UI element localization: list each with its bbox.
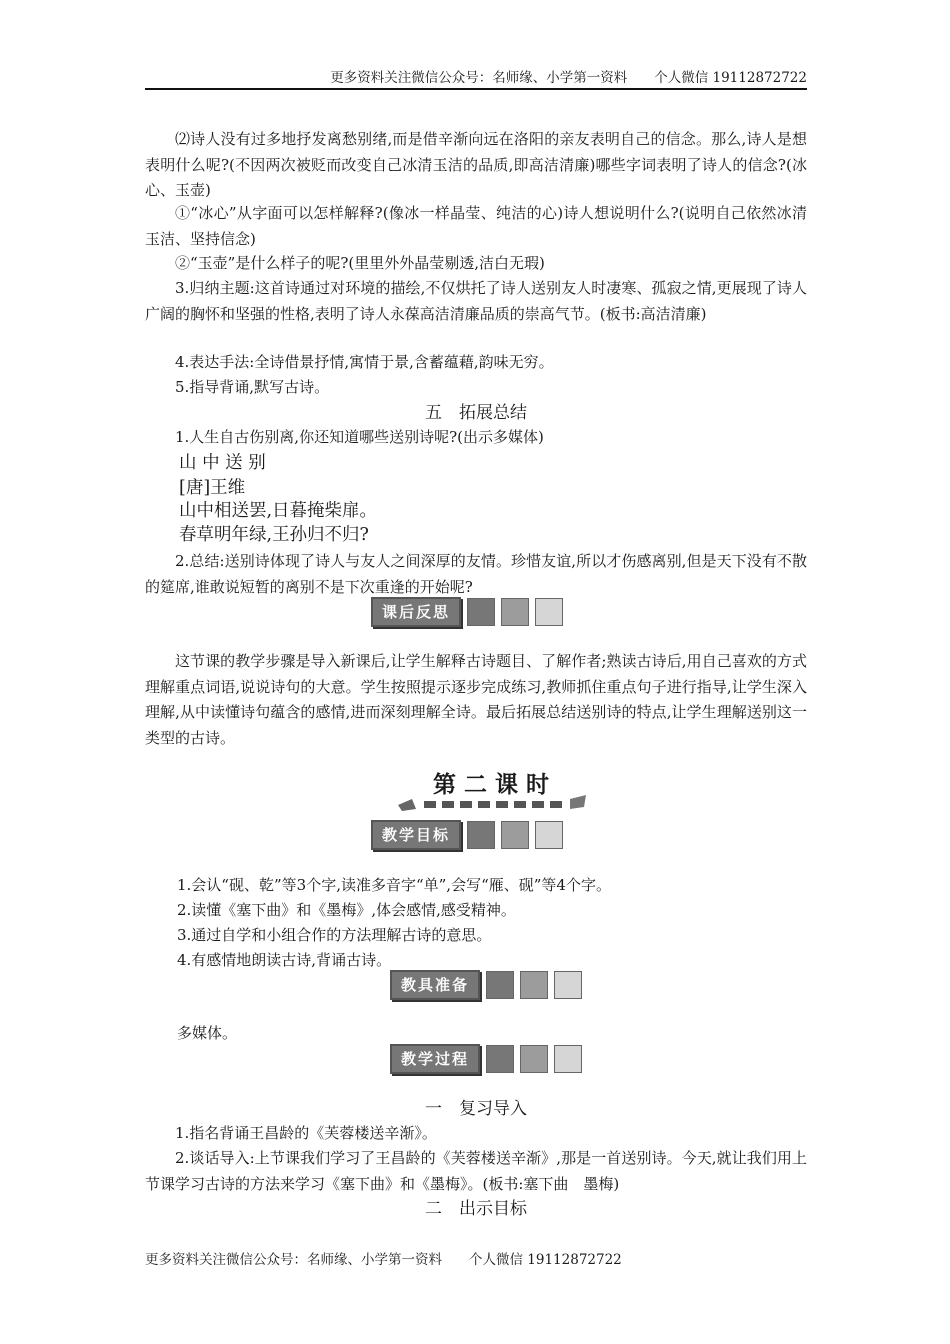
poem-line-1: 山中相送罢,日暮掩柴扉。 <box>179 501 378 521</box>
paragraph-reflection: 这节课的教学步骤是导入新课后,让学生解释古诗题目、了解作者;熟读古诗后,用自己喜欢的方式理解重点词语,说说诗句的大意。学生按照提示逐步完成练习,教师抓住重点句子进行指导,让学生深入理解,从中读懂诗句蕴含的感情,进而深刻理解全诗。最后拓展总结送别诗的特点,让学生理解送别这一类型的古诗。 <box>145 652 807 747</box>
banner-process-label: 教学过程 <box>390 1044 480 1074</box>
banner-square <box>554 971 582 999</box>
banner-process <box>390 1044 582 1074</box>
banner-square <box>486 1045 514 1073</box>
banner-square <box>501 598 529 626</box>
header-rule <box>145 88 807 90</box>
banner-square <box>501 821 529 849</box>
banner-square <box>535 821 563 849</box>
banner-square <box>554 1045 582 1073</box>
paragraph-theme: 3.归纳主题:这首诗通过对环境的描绘,不仅烘托了诗人送别友人时凄寒、孤寂之情,更展现了诗人广阔的胸怀和坚强的性格,表明了诗人永葆高洁清廉品质的崇高气节。(板书:高洁清廉) <box>145 279 807 323</box>
paragraph-yuhu: ②“玉壶”是什么样子的呢?(里里外外晶莹剔透,洁白无瑕) <box>175 254 545 272</box>
page-footer: 更多资料关注微信公众号：名师缘、小学第一资料 个人微信 19112872722 <box>145 1252 622 1268</box>
poem-line-2: 春草明年绿,王孙归不归? <box>179 525 369 545</box>
goal-item: 3.通过自学和小组合作的方法理解古诗的意思。 <box>177 926 492 944</box>
lesson-title-decoration <box>398 795 588 811</box>
section-heading-extension: 五 拓展总结 <box>425 403 527 423</box>
poem-title: 山 中 送 别 <box>179 453 266 473</box>
banner-square <box>486 971 514 999</box>
lesson-title: 第二课时 <box>433 772 557 798</box>
banner-square <box>535 598 563 626</box>
goal-item: 4.有感情地朗读古诗,背诵古诗。 <box>177 951 392 969</box>
paragraph-bingxin: ①“冰心”从字面可以怎样解释?(像冰一样晶莹、纯洁的心)诗人想说明什么?(说明自己依然冰清玉洁、坚持信念) <box>145 204 807 248</box>
banner-square <box>467 598 495 626</box>
banner-reflection-label: 课后反思 <box>371 597 461 627</box>
banner-tools-label: 教具准备 <box>390 970 480 1000</box>
goal-item: 1.会认“砚、乾”等3个字,读准多音字“单”,会写“雁、砚”等4个字。 <box>177 876 611 894</box>
poem-author: [唐]王维 <box>179 478 246 498</box>
paragraph-intro: 2.谈话导入:上节课我们学习了王昌龄的《芙蓉楼送辛渐》,那是一首送别诗。今天,就让我们用上节课学习古诗的方法来学习《塞下曲》和《墨梅》。(板书:塞下曲 墨梅) <box>145 1149 807 1193</box>
paragraph-farewell-poems: 1.人生自古伤别离,你还知道哪些送别诗呢?(出示多媒体) <box>175 428 544 446</box>
paragraph-technique: 4.表达手法:全诗借景抒情,寓情于景,含蓄蕴藉,韵味无穷。 <box>175 353 554 371</box>
banner-goals-label: 教学目标 <box>371 820 461 850</box>
paragraph-summary: 2.总结:送别诗体现了诗人与友人之间深厚的友情。珍惜友谊,所以才伤感离别,但是天下没有不散的筵席,谁敢说短暂的离别不是下次重逢的开始呢? <box>145 552 807 596</box>
section-heading-review: 一 复习导入 <box>425 1099 527 1119</box>
paragraph-recite-poem: 1.指名背诵王昌龄的《芙蓉楼送辛渐》。 <box>175 1124 437 1142</box>
banner-tools <box>390 970 582 1000</box>
banner-square <box>520 1045 548 1073</box>
page-header: 更多资料关注微信公众号：名师缘、小学第一资料 个人微信 19112872722 <box>330 70 807 86</box>
banner-square <box>520 971 548 999</box>
banner-square <box>467 821 495 849</box>
goal-item: 2.读懂《塞下曲》和《墨梅》,体会感情,感受精神。 <box>177 901 516 919</box>
section-heading-goals: 二 出示目标 <box>425 1199 527 1219</box>
banner-reflection <box>371 597 563 627</box>
paragraph-recite: 5.指导背诵,默写古诗。 <box>175 378 330 396</box>
banner-goals <box>371 820 563 850</box>
tools-text: 多媒体。 <box>177 1024 238 1042</box>
paragraph-belief: ⑵诗人没有过多地抒发离愁别绪,而是借辛渐向远在洛阳的亲友表明自己的信念。那么,诗人是想表明什么呢?(不因两次被贬而改变自己冰清玉洁的品质,即高洁清廉)哪些字词表明了诗人的信念?(冰心、玉壶) <box>145 130 807 199</box>
